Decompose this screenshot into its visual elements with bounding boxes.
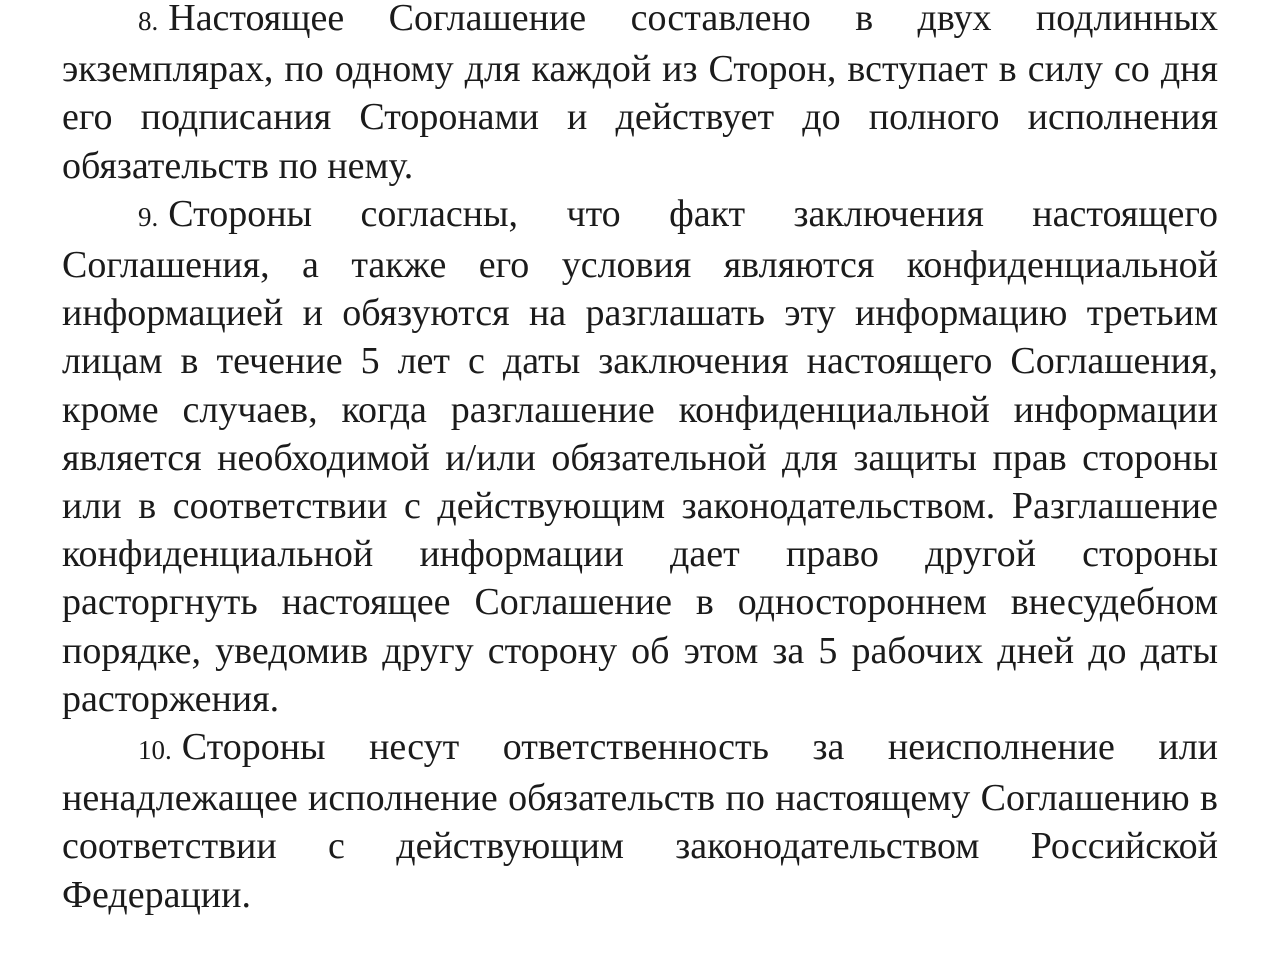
clause-10 [62,723,1218,919]
clause-number: 10. [138,735,172,766]
clause-number: 8. [138,6,159,36]
clause-text: Стороны согласны, что факт заключения настоящего Соглашения, а также его условия являются конфиденциальной информацией и обязуются на разглашать эту информацию третьим лицам в течение 5 лет с даты заключения настоящего Соглашения, кроме случаев, когда разглашение конфиденциальной информации является необходимой и/или обязательной для защиты прав стороны или в соответствии с действующим законодательством. Разглашение конфиденциальной информации дает право другой стороны расторгнуть настоящее Соглашение в одностороннем внесудебном порядке, уведомив другу сторону об этом за 5 рабочих дней до даты расторжения. [62,192,1218,720]
clause-text: Стороны несут ответственность за неисполнение или ненадлежащее исполнение обязательств по настоящему Соглашению в соответствии с действующим законодательством Российской Федерации. [62,726,1218,916]
document-page [62,0,1218,963]
clause-text: Настоящее Соглашение составлено в двух подлинных экземплярах, по одному для каждой из Сторон, вступает в силу со дня его подписания Сторонами и действует до полного исполнения обязательств по нему. [62,0,1218,187]
clause-8 [62,0,1218,190]
clause-9 [62,190,1218,723]
clause-number: 9. [138,201,159,232]
